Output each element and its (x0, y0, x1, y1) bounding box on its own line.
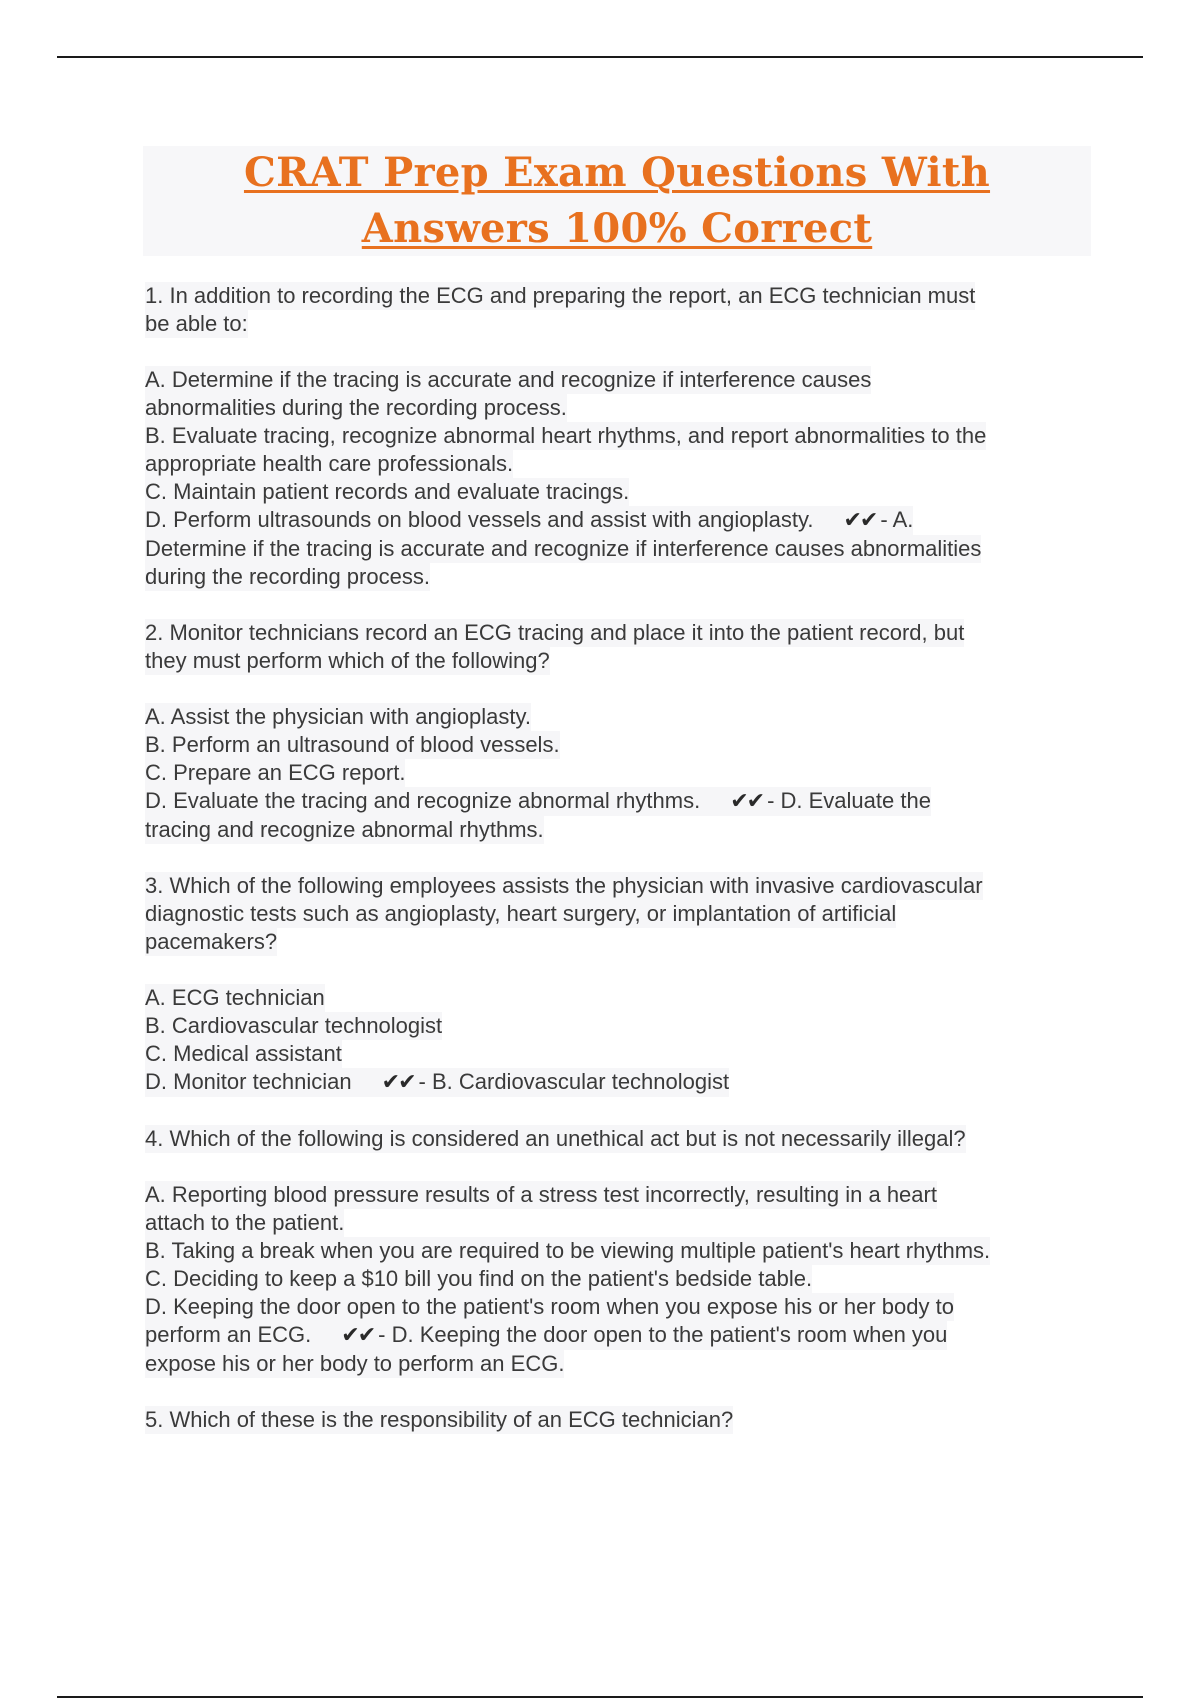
question-3-answer: - B. Cardiovascular technologist (418, 1069, 730, 1094)
question-4-option-c: C. Deciding to keep a $10 bill you find on the patient's bedside table. (145, 1266, 813, 1291)
top-rule (57, 56, 1143, 58)
double-check-icon: ✔✔ (341, 1323, 375, 1348)
question-2-answer-cont: tracing and recognize abnormal rhythms. (145, 817, 544, 842)
question-1 (145, 282, 1085, 591)
question-3-option-b: B. Cardiovascular technologist (145, 1013, 443, 1038)
question-1-answer: - A. (880, 507, 914, 532)
question-2-answer: - D. Evaluate the (767, 788, 931, 813)
title-line-1: CRAT Prep Exam Questions With (243, 149, 991, 196)
question-4-option-d: D. Keeping the door open to the patient's room when you expose his or her body to (145, 1294, 954, 1319)
question-4-option-a: A. Reporting blood pressure results of a stress test incorrectly, resulting in a heart (145, 1182, 937, 1207)
double-check-icon: ✔✔ (843, 508, 877, 533)
question-1-option-a-cont: abnormalities during the recording process. (145, 395, 567, 420)
question-2-option-d: D. Evaluate the tracing and recognize abnormal rhythms. ✔✔ - D. Evaluate the (145, 788, 931, 814)
question-4-option-d-cont: perform an ECG. ✔✔ - D. Keeping the door open to the patient's room when you (145, 1322, 948, 1348)
double-check-icon: ✔✔ (381, 1070, 415, 1095)
question-3-option-a: A. ECG technician (145, 985, 325, 1010)
question-1-answer-cont: Determine if the tracing is accurate and recognize if interference causes abnormalities (145, 536, 982, 561)
question-2 (145, 619, 1085, 844)
question-4 (145, 1125, 1085, 1378)
question-3-option-c: C. Medical assistant (145, 1041, 342, 1066)
question-2-stem: 2. Monitor technicians record an ECG tracing and place it into the patient record, but (145, 620, 965, 645)
question-1-option-b-cont: appropriate health care professionals. (145, 451, 514, 476)
question-4-option-b: B. Taking a break when you are required to be viewing multiple patient's heart rhythms. (145, 1238, 991, 1263)
double-check-icon: ✔✔ (730, 789, 764, 814)
question-4-answer-cont: expose his or her body to perform an ECG. (145, 1351, 565, 1376)
question-list (145, 282, 1085, 1434)
question-3-stem-cont-2: pacemakers? (145, 929, 278, 954)
question-3-stem: 3. Which of the following employees assists the physician with invasive cardiovascular (145, 873, 983, 898)
question-3 (145, 872, 1085, 1097)
question-1-option-d: D. Perform ultrasounds on blood vessels and assist with angioplasty. ✔✔ - A. (145, 507, 914, 533)
question-5 (145, 1406, 1085, 1434)
question-3-stem-cont: diagnostic tests such as angioplasty, heart surgery, or implantation of artificial (145, 901, 897, 926)
question-4-option-a-cont: attach to the patient. (145, 1210, 345, 1235)
title-line-2: Answers 100% Correct (361, 205, 873, 252)
question-2-option-b: B. Perform an ultrasound of blood vessels. (145, 732, 560, 757)
question-1-option-b: B. Evaluate tracing, recognize abnormal heart rhythms, and report abnormalities to the (145, 423, 987, 448)
question-5-stem: 5. Which of these is the responsibility of an ECG technician? (145, 1407, 734, 1432)
question-1-stem: 1. In addition to recording the ECG and preparing the report, an ECG technician must (145, 283, 976, 308)
question-1-answer-cont-2: during the recording process. (145, 564, 430, 589)
question-3-option-d: D. Monitor technician ✔✔ - B. Cardiovascular technologist (145, 1069, 730, 1095)
question-2-option-c: C. Prepare an ECG report. (145, 760, 406, 785)
question-4-answer: - D. Keeping the door open to the patient's room when you (378, 1322, 948, 1347)
question-1-stem-cont: be able to: (145, 311, 248, 336)
question-1-option-c: C. Maintain patient records and evaluate tracings. (145, 479, 630, 504)
bottom-rule (57, 1696, 1143, 1698)
question-2-option-a: A. Assist the physician with angioplasty. (145, 704, 532, 729)
question-1-option-a: A. Determine if the tracing is accurate and recognize if interference causes (145, 367, 872, 392)
document-title (143, 146, 1091, 256)
question-4-stem: 4. Which of the following is considered an unethical act but is not necessarily illegal? (145, 1126, 966, 1151)
question-2-stem-cont: they must perform which of the following? (145, 648, 550, 673)
